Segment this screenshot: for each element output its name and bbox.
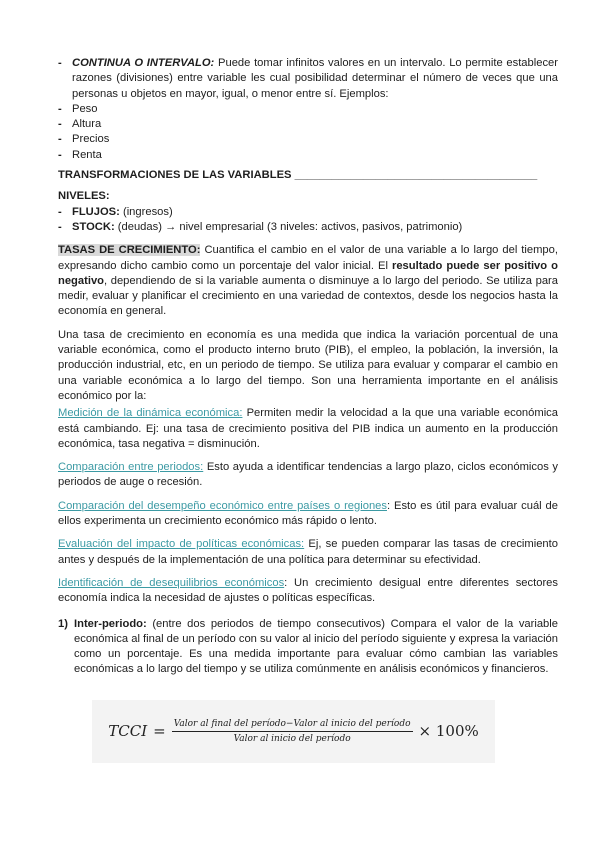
inter-periodo-term: Inter-periodo: — [74, 617, 147, 630]
list-item: - Renta — [58, 148, 558, 163]
formula-times: × 100% — [418, 721, 479, 740]
niveles-heading: NIVELES: — [58, 190, 110, 203]
uso-link[interactable]: Identificación de desequilibrios económicos — [58, 576, 285, 589]
formula-fraction — [172, 718, 413, 745]
intro-term: CONTINUA O INTERVALO: — [72, 57, 215, 69]
dash-bullet: - — [58, 57, 62, 69]
inter-periodo-item: 1) Inter-periodo: (entre dos periodos de tiempo consecutivos) Compara el valor de la variable económica al final de un período con su valor al inicio del período siguiente y expresa la variación como un porcentaje. Es una medida importante para evaluar cómo cambian las variables económicas a lo largo del tiempo y se utiliza comúnmente en análisis económicos y financieros. — [58, 617, 558, 678]
intro-item — [58, 56, 558, 102]
uso-link[interactable]: Medición de la dinámica económica: — [58, 407, 243, 420]
example-text: Peso — [72, 102, 98, 115]
tasas-bold-text: resultado puede ser positivo o negativo — [58, 259, 558, 287]
niveles-term: FLUJOS: — [72, 205, 120, 218]
uso-paragraph: Medición de la dinámica económica: Permiten medir la velocidad a la que una variable económica está cambiando. Ej: una tasa de crecimiento positiva del PIB indica un aumento en la producción económica, tasa negativa = disminución. — [58, 407, 559, 450]
uso-paragraph: Identificación de desequilibrios económicos: Un crecimiento desigual entre diferentes sectores economía indica la necesidad de ajustes o políticas específicas. — [58, 576, 558, 605]
uso-link[interactable]: Comparación del desempeño económico entre países o regiones — [58, 499, 387, 512]
uso-paragraph: Evaluación del impacto de políticas económicas: Ej, se pueden comparar las tasas de crecimiento antes y después de la implementación de una política para determinar su efectividad. — [58, 538, 558, 566]
uso-paragraph: Comparación del desempeño económico entre países o regiones: Esto es útil para evaluar cuál de ellos experimenta un crecimiento económico más rápido o lento. — [58, 499, 558, 528]
formula-numerator: Valor al final del período−Valor al inicio del período — [172, 718, 413, 732]
list-item: - Altura — [58, 117, 558, 132]
tasas-paragraph: TASAS DE CRECIMIENTO: Cuantifica el cambio en el valor de una variable a lo largo del tiempo, expresando dicho cambio como un porcentaje del valor inicial. El resultado puede ser positivo o negativo, dependiendo de si la variable aumenta o disminuye a lo largo del periodo. Se utiliza para medir, evaluar y planificar el crecimiento en una variedad de contextos, desde los negocios hasta la economía en general. — [58, 244, 558, 318]
uso-link[interactable]: Evaluación del impacto de políticas económicas: — [58, 538, 305, 551]
formula-denominator: Valor al inicio del período — [233, 734, 351, 744]
example-text: Altura — [72, 118, 102, 131]
niveles-term: STOCK: — [72, 220, 115, 233]
formula-lhs: TCCI — [108, 721, 148, 740]
item-number: 1) — [58, 617, 68, 630]
definicion-paragraph: Una tasa de crecimiento en economía es una medida que indica la variación porcentual de una variable económica, como el producto interno bruto (PIB), el empleo, la población, la inversión, la producción industrial, etc, en un periodo de tiempo. Se utiliza para evaluar y comparar el cambio en una variable económica a lo largo del tiempo. Son una herramienta importante en el análisis económico por la: — [58, 328, 558, 402]
niveles-item: - STOCK: (deudas) → nivel empresarial (3 niveles: activos, pasivos, patrimonio) — [58, 220, 463, 233]
list-item: - Peso — [58, 102, 558, 117]
tasas-highlight-title: TASAS DE CRECIMIENTO: — [58, 244, 201, 257]
intro-paragraph — [72, 56, 558, 102]
example-text: Renta — [72, 148, 102, 161]
list-item: - Precios — [58, 132, 558, 147]
uso-paragraph: Comparación entre periodos: Esto ayuda a identificar tendencias a largo plazo, ciclos económicos y periodos de auge o recesión. — [58, 461, 558, 489]
intro-text: Puede tomar infinitos valores en un intervalo. Lo permite establecer razones (divisiones) entre variable les cual posibilidad determinar el número de veces que una personas u objetos en mayor, igual, o menor entre sí. Ejemplos: — [72, 57, 558, 100]
uso-link[interactable]: Comparación entre periodos: — [58, 461, 204, 474]
example-text: Precios — [72, 133, 110, 146]
transformaciones-heading: TRANSFORMACIONES DE LAS VARIABLES _______________________________________ — [58, 169, 538, 182]
formula-equals: = — [153, 721, 166, 740]
page-content — [58, 56, 558, 678]
examples-list — [58, 102, 558, 163]
formula-image — [92, 700, 495, 763]
niveles-item: - FLUJOS: (ingresos) — [58, 205, 173, 218]
